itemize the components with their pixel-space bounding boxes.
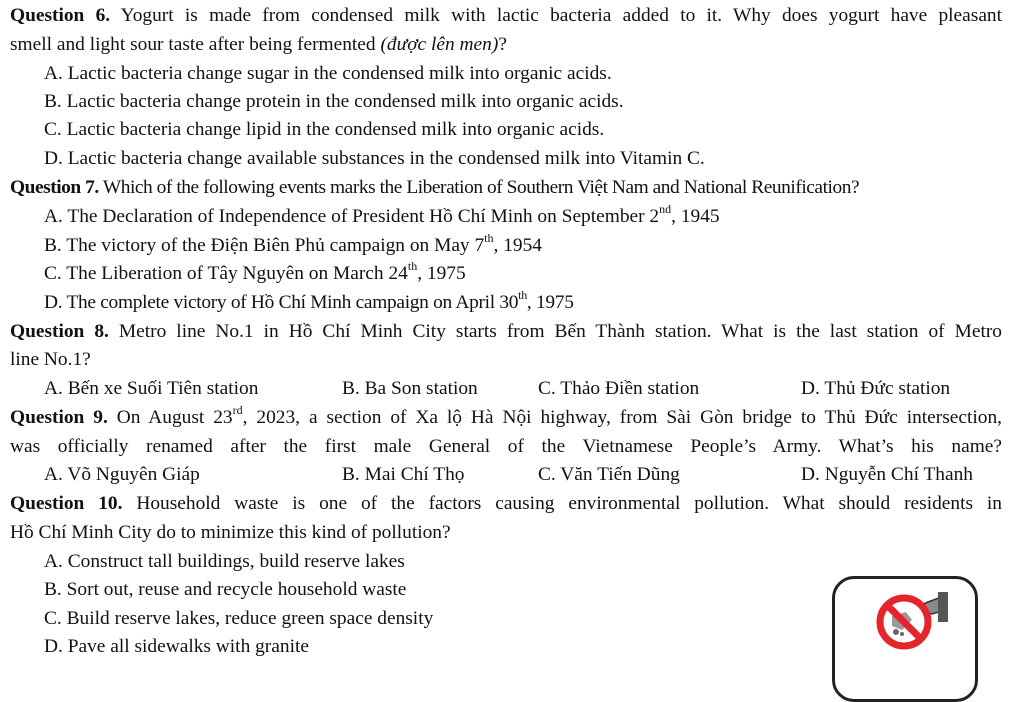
q7-option-d[interactable]: [44, 287, 1002, 316]
q8-option-d[interactable]: D. Thủ Đức station: [801, 378, 951, 399]
q6-option-a[interactable]: A. Lactic bacteria change sugar in the condensed milk into organic acids.: [44, 63, 612, 84]
q7-option-c[interactable]: [44, 258, 1002, 287]
q7-c-year: , 1975: [417, 263, 466, 284]
q7-c-text: C. The Liberation of Tây Nguyên on March 24: [44, 263, 408, 284]
q9-sup: rd: [232, 402, 243, 417]
q6-line-1: [10, 3, 1002, 29]
q7-line-1: [10, 175, 1002, 201]
q6-line-2: [10, 32, 1002, 58]
q7-a-sup: nd: [659, 201, 672, 216]
q9-text-pre: On August 23: [107, 407, 233, 428]
q10-line-2: Hồ Chí Minh City do to minimize this kind of pollution?: [10, 522, 451, 543]
q9-option-b[interactable]: B. Mai Chí Thọ: [342, 464, 465, 485]
q10-label: Question 10.: [10, 493, 123, 514]
q6-option-b[interactable]: B. Lactic bacteria change protein in the condensed milk into organic acids.: [44, 91, 624, 112]
q6-text-2: smell and light sour taste after being fermented: [10, 34, 381, 55]
q6-option-c[interactable]: C. Lactic bacteria change lipid in the condensed milk into organic acids.: [44, 119, 605, 140]
q7-b-text: B. The victory of the Điện Biên Phủ campaign on May 7: [44, 235, 485, 256]
q7-d-sup: th: [518, 287, 527, 302]
q9-option-c[interactable]: C. Văn Tiến Dũng: [538, 464, 680, 485]
q10-option-a[interactable]: A. Construct tall buildings, build reserve lakes: [44, 551, 405, 572]
q8-option-b[interactable]: B. Ba Son station: [342, 378, 478, 399]
q10-line-1: [10, 491, 1002, 517]
q8-options: [0, 376, 1020, 402]
q7-d-year: , 1975: [526, 292, 574, 313]
q9-option-a[interactable]: A. Võ Nguyên Giáp: [44, 464, 200, 485]
q8-text-1: Metro line No.1 in Hồ Chí Minh City starts from Bến Thành station. What is the last station of Metro: [108, 321, 1003, 342]
q9-option-d[interactable]: D. Nguyễn Chí Thanh: [801, 464, 973, 485]
q10-option-c[interactable]: C. Build reserve lakes, reduce green space density: [44, 608, 434, 629]
q6-option-d[interactable]: D. Lactic bacteria change available substances in the condensed milk into Vitamin C.: [44, 148, 705, 169]
q6-italic-note: (được lên men): [380, 34, 499, 55]
q6-text-2b: ?: [498, 34, 507, 55]
q9-text-post: , 2023, a section of Xa lộ Hà Nội highway, from Sài Gòn bridge to Thủ Đức intersection,: [242, 407, 1002, 428]
q7-b-year: , 1954: [493, 235, 542, 256]
q10-option-b[interactable]: B. Sort out, reuse and recycle household waste: [44, 579, 407, 600]
q7-option-b[interactable]: [44, 230, 1002, 259]
q9-line-1: [10, 402, 1002, 431]
q8-line-2: line No.1?: [10, 349, 91, 370]
q7-a-year: , 1945: [671, 206, 720, 227]
q9-label: Question 9.: [10, 407, 108, 428]
q7-text: Which of the following events marks the Liberation of Southern Việt Nam and National Reunification?: [98, 177, 860, 198]
q8-label: Question 8.: [10, 321, 109, 342]
q6-label: Question 6.: [10, 5, 111, 26]
q7-b-sup: th: [484, 230, 494, 245]
q10-text-1: Household waste is one of the factors causing environmental pollution. What should residents in: [122, 493, 1002, 514]
q7-a-text: A. The Declaration of Independence of President Hồ Chí Minh on September 2: [44, 206, 660, 227]
no-littering-sign-icon: [866, 590, 956, 652]
q9-line-2: was officially renamed after the first male General of the Vietnamese People’s Army. What’s his name?: [10, 436, 1002, 457]
q7-d-text: D. The complete victory of Hồ Chí Minh campaign on April 30: [44, 292, 519, 313]
q7-label: Question 7.: [10, 177, 99, 198]
q8-line-1: [10, 319, 1002, 345]
q6-text-1: Yogurt is made from condensed milk with lactic bacteria added to it. Why does yogurt have pleasant: [110, 5, 1003, 26]
q9-options: [0, 462, 1020, 488]
q10-option-d[interactable]: D. Pave all sidewalks with granite: [44, 636, 309, 657]
q8-option-c[interactable]: C. Thảo Điền station: [538, 378, 700, 399]
q7-c-sup: th: [407, 258, 418, 273]
q7-option-a[interactable]: [44, 201, 1002, 230]
q8-option-a[interactable]: A. Bến xe Suối Tiên station: [44, 378, 259, 399]
